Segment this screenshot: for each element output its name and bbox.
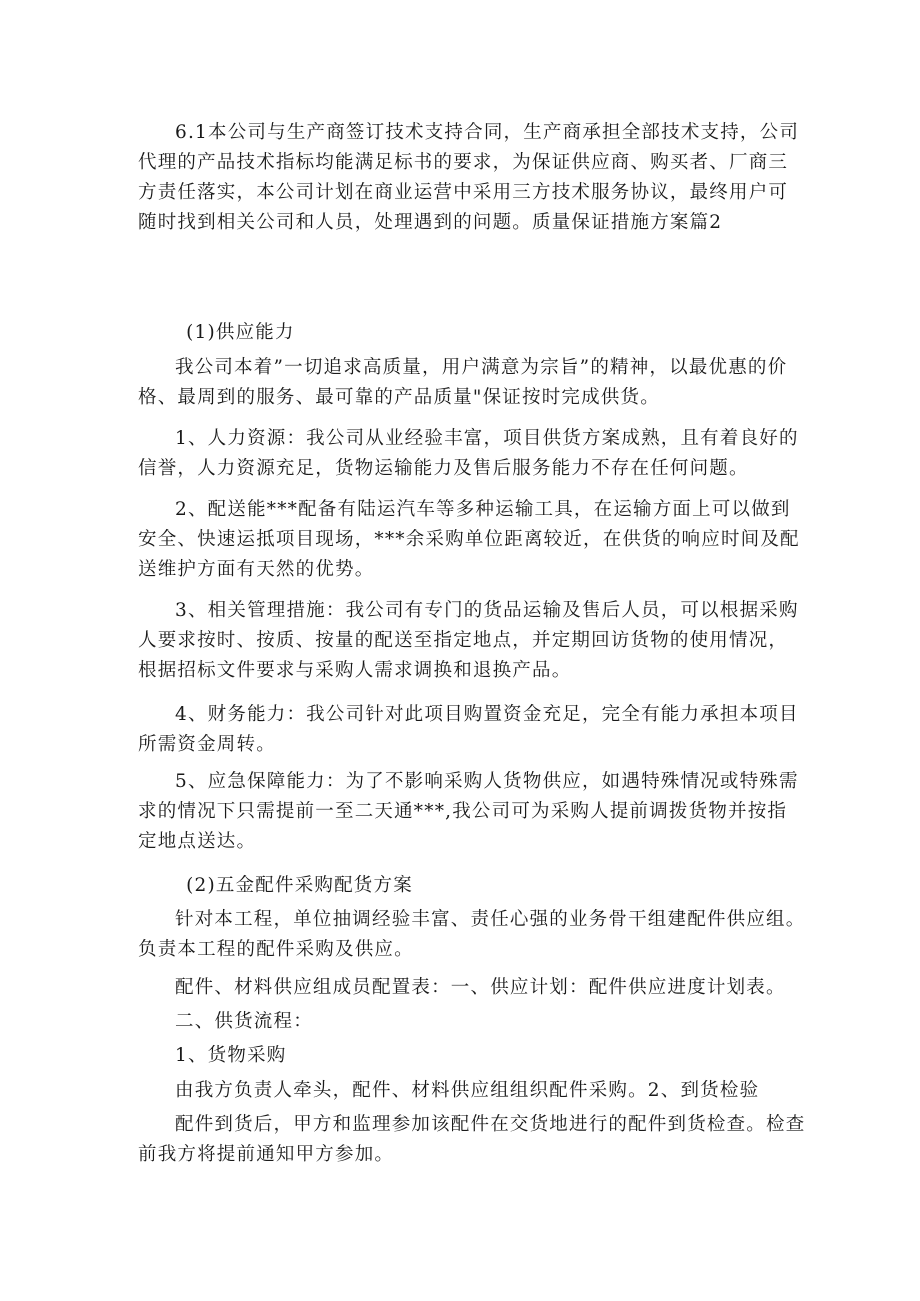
paragraph-intro: 6.1本公司与生产商签订技术支持合同，生产商承担全部技术支持，公司代理的产品技术指标均能满足标书的要求，为保证供应商、购买者、厂商三方责任落实，本公司计划在商业运营中采用三方技术服务协议，最终用户可随时找到相关公司和人员，处理遇到的问题。质量保证措施方案篇2 [138, 122, 800, 233]
paragraph-purchase-lead: 由我方负责人牵头，配件、材料供应组组织配件采购。2、到货检验 [175, 1080, 760, 1101]
paragraph-human-resources: 1、人力资源：我公司从业经验丰富，项目供货方案成熟，且有着良好的信誉，人力资源充足，货物运输能力及售后服务能力不存在任何问题。 [138, 428, 799, 479]
heading-hardware-procurement: (2)五金配件采购配货方案 [186, 875, 413, 896]
paragraph-financial-capability: 4、财务能力：我公司针对此项目购置资金充足，完全有能力承担本项目所需资金周转。 [138, 704, 799, 755]
paragraph-delivery-capability: 2、配送能***配备有陆运汽车等多种运输工具，在运输方面上可以做到安全、快速运抵项目现场，***余采购单位距离较近，在供货的响应时间及配送维护方面有天然的优势。 [138, 499, 800, 580]
heading-supply-process: 二、供货流程： [175, 1011, 313, 1032]
paragraph-management-measures: 3、相关管理措施：我公司有专门的货品运输及售后人员，可以根据采购人要求按时、按质、按量的配送至指定地点，并定期回访货物的使用情况，根据招标文件要求与采购人需求调换和退换产品。 [138, 600, 799, 681]
paragraph-staffing-table: 配件、材料供应组成员配置表：一、供应计划：配件供应进度计划表。 [175, 977, 786, 998]
paragraph-supply-team: 针对本工程，单位抽调经验丰富、责任心强的业务骨干组建配件供应组。负责本工程的配件采购及供应。 [138, 909, 806, 960]
heading-supply-capability: (1)供应能力 [186, 322, 295, 343]
heading-goods-purchase: 1、货物采购 [175, 1045, 287, 1066]
paragraph-company-promise: 我公司本着”一切追求高质量，用户满意为宗旨”的精神，以最优惠的价格、最周到的服务、最可靠的产品质量"保证按时完成供货。 [138, 357, 788, 408]
paragraph-arrival-inspection: 配件到货后，甲方和监理参加该配件在交货地进行的配件到货检查。检查前我方将提前通知甲方参加。 [138, 1114, 806, 1165]
paragraph-emergency-capability: 5、应急保障能力：为了不影响采购人货物供应，如遇特殊情况或特殊需求的情况下只需提前一至二天通***,我公司可为采购人提前调拨货物并按指定地点送达。 [138, 771, 799, 852]
